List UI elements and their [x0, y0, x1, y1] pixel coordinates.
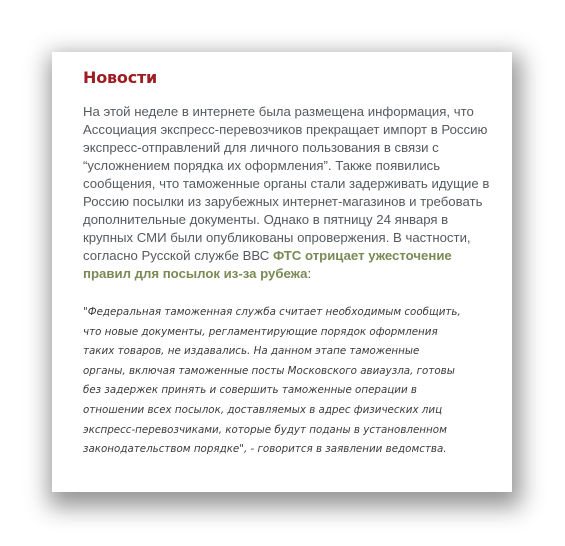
lead-line: крупных СМИ были опубликованы опровержения. В частности, [83, 230, 471, 245]
quote-line: без задержек принять и совершить таможенные операции в [83, 384, 417, 397]
quote-line: отношении всех посылок, доставляемых в адрес физических лиц [83, 403, 443, 416]
link-text-line1: ФТС отрицает ужесточение [272, 248, 452, 263]
news-card [52, 52, 512, 492]
quote-line: таких товаров, не издавались. На данном этапе таможенные [83, 345, 420, 358]
news-title: Новости [83, 68, 158, 87]
lead-suffix: : [307, 266, 312, 281]
lead-line: Россию посылки из зарубежных интернет-магазинов и требовать [83, 194, 483, 209]
lead-line: “усложнением порядка их оформления”. Также появились [83, 158, 441, 173]
lead-line: сообщения, что таможенные органы стали задерживать идущие в [83, 176, 490, 191]
quote-line: органы, включая таможенные посты Московского авиаузла, готовы [83, 364, 455, 377]
quote-line: "Федеральная таможенная служба считает необходимым сообщить, [83, 306, 461, 318]
lead-line: На этой неделе в интернете была размещена информация, что [83, 104, 474, 119]
link-text-line2: правил для посылок из-за рубежа [83, 266, 308, 281]
lead-line: дополнительные документы. Однако в пятницу 24 января в [83, 212, 449, 227]
lead-line: экспресс-отправлений для личного пользования в связи с [83, 140, 439, 155]
lead-line: согласно Русской службе ВВС [83, 248, 273, 263]
quote-line: что новые документы, регламентирующие порядок оформления [83, 325, 438, 338]
fts-quote-block [83, 303, 503, 460]
quote-line: экспресс-перевозчиками, которые будут поданы в установленном [83, 423, 447, 436]
quote-line: законодательством порядке", - говорится в заявлении ведомства. [83, 443, 447, 456]
lead-line: Ассоциация экспресс-перевозчиков прекращает импорт в Россию [83, 122, 488, 137]
news-lead-paragraph [83, 103, 493, 283]
